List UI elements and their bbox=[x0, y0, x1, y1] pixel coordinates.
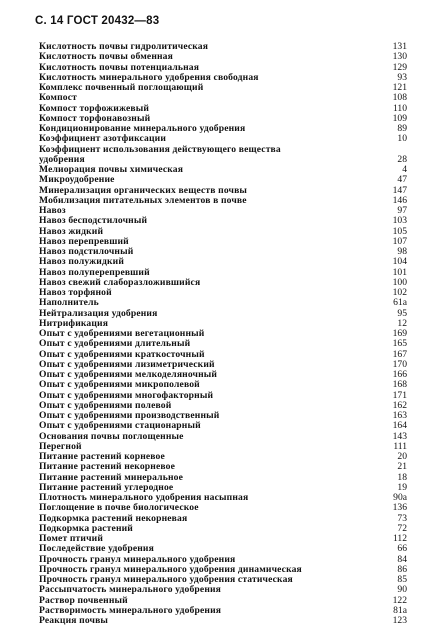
index-page-number: 167 bbox=[392, 348, 407, 360]
index-page-number: 84 bbox=[397, 553, 407, 565]
index-entry bbox=[39, 52, 407, 62]
index-term: Прочность гранул минерального удобрения динамическая bbox=[39, 563, 302, 575]
index-term: Навоз bbox=[39, 205, 66, 216]
index-term: Кислотность почвы потенциальная bbox=[39, 61, 200, 73]
index-term: Опыт с удобрениями длительный bbox=[39, 338, 191, 350]
index-page-number: 107 bbox=[392, 235, 407, 247]
index-term: Опыт с удобрениями лизиметрический bbox=[39, 358, 215, 370]
index-page-number: 170 bbox=[392, 358, 407, 370]
index-term: Питание растений минеральное bbox=[39, 471, 183, 483]
index-page-number: 163 bbox=[392, 410, 407, 421]
index-term: Коэффициент азотфиксации bbox=[39, 133, 167, 145]
index-page-number: 130 bbox=[392, 51, 407, 63]
index-page-number: 90 bbox=[397, 584, 407, 596]
index-page-number: 18 bbox=[397, 471, 407, 483]
index-page-number: 85 bbox=[397, 574, 407, 585]
index-entry bbox=[39, 421, 407, 431]
index-term: Питание растений углеродное bbox=[39, 481, 174, 493]
index-page-number: 89 bbox=[397, 123, 407, 134]
index-term: Нитрификация bbox=[39, 317, 109, 329]
index-entry bbox=[39, 145, 407, 166]
index-page-number: 28 bbox=[397, 153, 407, 165]
index-term: Поглощение в почве биологическое bbox=[39, 502, 199, 514]
index-page-number: 100 bbox=[392, 276, 407, 288]
index-term: Опыт с удобрениями вегетационный bbox=[39, 328, 205, 339]
index-entry bbox=[39, 83, 407, 93]
index-term: Навоз подстилочный bbox=[39, 246, 134, 257]
index-entry bbox=[39, 216, 407, 226]
index-page-number: 97 bbox=[397, 205, 407, 216]
term-index-list bbox=[39, 42, 407, 626]
index-page-number: 169 bbox=[392, 328, 407, 339]
index-term: Рассыпчатость минерального удобрения bbox=[39, 584, 222, 596]
index-term: Опыт с удобрениями краткосточный bbox=[39, 348, 205, 360]
index-term: Подкормка растений некорневая bbox=[39, 512, 188, 524]
index-page-number: 111 bbox=[393, 440, 407, 452]
index-term: Навоз жидкий bbox=[39, 225, 104, 237]
index-term: Кислотность минерального удобрения свободная bbox=[39, 71, 259, 83]
index-term: Кислотность почвы обменная bbox=[39, 51, 173, 63]
index-page-number: 19 bbox=[397, 481, 407, 493]
index-page-number: 122 bbox=[392, 594, 407, 606]
index-page-number: 81а bbox=[393, 604, 407, 616]
index-entry bbox=[39, 134, 407, 144]
index-term: Комплекс почвенный поглощающий bbox=[39, 82, 204, 93]
index-page-number: 104 bbox=[392, 256, 407, 268]
index-term: Коэффициент использования действующего вещества удобрения bbox=[39, 143, 281, 165]
index-term: Последействие удобрения bbox=[39, 543, 154, 555]
index-entry bbox=[39, 462, 407, 472]
index-term: Опыт с удобрениями мелкоделяночный bbox=[39, 369, 218, 380]
index-page-number: 21 bbox=[397, 461, 407, 473]
index-term: Опыт с удобрениями стационарный bbox=[39, 420, 201, 432]
index-page-number: 61а bbox=[393, 297, 407, 309]
index-term: Микроудобрение bbox=[39, 174, 115, 186]
index-term: Наполнитель bbox=[39, 297, 99, 309]
index-page-number: 168 bbox=[392, 379, 407, 391]
page-header: С. 14 ГОСТ 20432—83 bbox=[35, 15, 160, 27]
index-entry bbox=[39, 432, 407, 442]
index-page-number: 166 bbox=[392, 369, 407, 380]
index-term: Компост торфожижевый bbox=[39, 102, 150, 114]
index-term: Навоз полужидкий bbox=[39, 256, 124, 268]
index-term: Нейтрализация удобрения bbox=[39, 307, 158, 319]
index-page-number: 93 bbox=[397, 71, 407, 83]
index-entry bbox=[39, 585, 407, 595]
index-term: Мобилизация питательных элементов в почве bbox=[39, 194, 247, 206]
index-entry bbox=[39, 298, 407, 308]
index-page-number: 105 bbox=[392, 225, 407, 237]
index-term: Опыт с удобрениями полевой bbox=[39, 399, 172, 411]
index-term: Подкормка растений bbox=[39, 522, 133, 534]
index-entry bbox=[39, 257, 407, 267]
index-page-number: 98 bbox=[397, 246, 407, 257]
index-page-number: 109 bbox=[392, 112, 407, 124]
index-page-number: 112 bbox=[392, 533, 407, 544]
index-page-number: 136 bbox=[392, 502, 407, 514]
index-page-number: 108 bbox=[392, 92, 407, 104]
index-term: Плотность минерального удобрения насыпная bbox=[39, 492, 249, 503]
index-page-number: 73 bbox=[397, 512, 407, 524]
index-term: Навоз торфяной bbox=[39, 287, 112, 298]
index-page-number: 146 bbox=[392, 194, 407, 206]
index-page-number: 12 bbox=[397, 317, 407, 329]
index-term: Опыт с удобрениями производственный bbox=[39, 410, 220, 421]
index-term: Навоз перепревший bbox=[39, 235, 129, 247]
index-page-number: 121 bbox=[392, 82, 407, 93]
index-page-number: 110 bbox=[392, 102, 407, 114]
index-term: Компост bbox=[39, 92, 77, 104]
index-entry bbox=[39, 380, 407, 390]
index-page-number: 162 bbox=[392, 399, 407, 411]
index-term: Питание растений корневое bbox=[39, 451, 165, 462]
index-page-number: 102 bbox=[392, 287, 407, 298]
index-term: Кислотность почвы гидролитическая bbox=[39, 41, 209, 52]
index-page-number: 66 bbox=[397, 543, 407, 555]
index-term: Навоз полуперепревший bbox=[39, 266, 150, 278]
index-page-number: 143 bbox=[392, 430, 407, 442]
index-term: Кондиционирование минерального удобрения bbox=[39, 123, 246, 134]
index-page-number: 129 bbox=[392, 61, 407, 73]
index-term: Питание растений некорневое bbox=[39, 461, 175, 473]
index-page-number: 86 bbox=[397, 563, 407, 575]
index-page-number: 47 bbox=[397, 174, 407, 186]
index-page-number: 164 bbox=[392, 420, 407, 432]
index-entry bbox=[39, 93, 407, 103]
index-term: Раствор почвенный bbox=[39, 594, 128, 606]
index-page-number: 165 bbox=[392, 338, 407, 350]
index-page-number: 10 bbox=[397, 133, 407, 145]
index-page-number: 90а bbox=[393, 492, 407, 503]
index-entry bbox=[39, 175, 407, 185]
index-page-number: 147 bbox=[392, 184, 407, 196]
index-page-number: 103 bbox=[392, 215, 407, 227]
index-term: Прочность гранул минерального удобрения статическая bbox=[39, 574, 293, 585]
index-term: Реакция почвы bbox=[39, 615, 109, 626]
index-page-number: 131 bbox=[392, 41, 407, 52]
index-term: Перегной bbox=[39, 440, 82, 452]
index-page-number: 171 bbox=[392, 389, 407, 401]
index-entry bbox=[39, 339, 407, 349]
index-term: Компост торфонавозный bbox=[39, 112, 151, 124]
index-page-number: 4 bbox=[402, 164, 407, 175]
index-entry bbox=[39, 544, 407, 554]
index-term: Мелиорация почвы химическая bbox=[39, 164, 184, 175]
index-page-number: 72 bbox=[397, 522, 407, 534]
index-page-number: 20 bbox=[397, 451, 407, 462]
index-term: Опыт с удобрениями многофакторный bbox=[39, 389, 214, 401]
index-term: Помет птичий bbox=[39, 533, 104, 544]
index-term: Навоз бесподстилочный bbox=[39, 215, 148, 227]
index-entry bbox=[39, 503, 407, 513]
index-term: Навоз свежий слаборазложившийся bbox=[39, 276, 201, 288]
index-page-number: 101 bbox=[392, 266, 407, 278]
index-term: Опыт с удобрениями микрополевой bbox=[39, 379, 200, 391]
index-term: Минерализация органических веществ почвы bbox=[39, 184, 248, 196]
index-page-number: 123 bbox=[392, 615, 407, 626]
index-entry bbox=[39, 196, 407, 206]
index-term: Прочность гранул минерального удобрения bbox=[39, 553, 236, 565]
index-term: Основания почвы поглощенные bbox=[39, 430, 184, 442]
index-term: Растворимость минерального удобрения bbox=[39, 604, 222, 616]
index-page-number: 95 bbox=[397, 307, 407, 319]
